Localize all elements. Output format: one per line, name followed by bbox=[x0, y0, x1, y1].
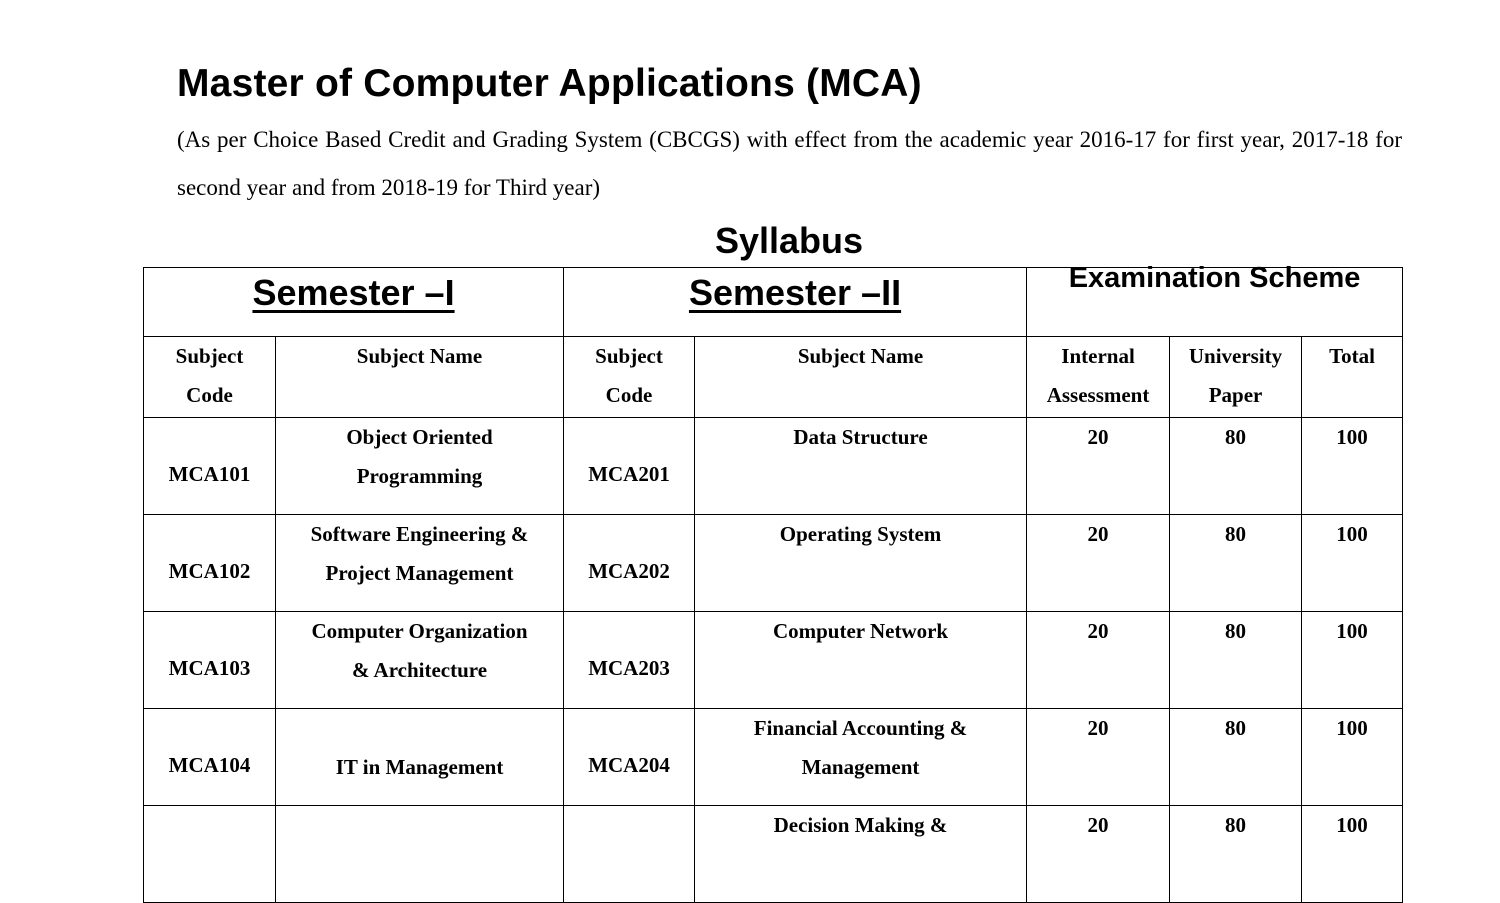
col-internal: Internal Assessment bbox=[1027, 337, 1170, 418]
sem2-name: Data Structure bbox=[695, 418, 1027, 515]
internal-marks: 20 bbox=[1027, 515, 1170, 612]
sem1-name bbox=[276, 806, 564, 903]
university-marks: 80 bbox=[1170, 418, 1302, 515]
table-row bbox=[144, 515, 1403, 612]
section-heading: Syllabus bbox=[714, 220, 864, 261]
table-row bbox=[144, 418, 1403, 515]
sem2-code: MCA202 bbox=[564, 515, 695, 612]
total-marks: 100 bbox=[1302, 709, 1403, 806]
sem2-name: Financial Accounting & Management bbox=[695, 709, 1027, 806]
sem1-code: MCA101 bbox=[144, 418, 276, 515]
semester-2-header bbox=[564, 268, 1027, 337]
sem1-code: MCA104 bbox=[144, 709, 276, 806]
document-title: Master of Computer Applications (MCA) bbox=[177, 62, 922, 105]
semester-1-header bbox=[144, 268, 564, 337]
total-marks: 100 bbox=[1302, 612, 1403, 709]
total-marks: 100 bbox=[1302, 806, 1403, 903]
col-sem2-code: Subject Code bbox=[564, 337, 695, 418]
sem1-name: Computer Organization & Architecture bbox=[276, 612, 564, 709]
total-marks: 100 bbox=[1302, 515, 1403, 612]
semester-1-label: Semester –I bbox=[252, 272, 455, 313]
university-marks: 80 bbox=[1170, 806, 1302, 903]
table-row bbox=[144, 806, 1403, 903]
internal-marks: 20 bbox=[1027, 418, 1170, 515]
sem1-code: MCA103 bbox=[144, 612, 276, 709]
group-header-row bbox=[144, 268, 1403, 337]
sem2-code: MCA201 bbox=[564, 418, 695, 515]
sem2-name: Operating System bbox=[695, 515, 1027, 612]
university-marks: 80 bbox=[1170, 515, 1302, 612]
sem2-code: MCA204 bbox=[564, 709, 695, 806]
semester-2-label: Semester –II bbox=[688, 272, 902, 313]
sem2-name: Computer Network bbox=[695, 612, 1027, 709]
syllabus-table bbox=[143, 262, 1403, 903]
col-sem1-name: Subject Name bbox=[276, 337, 564, 418]
sem2-code bbox=[564, 806, 695, 903]
document-subtitle: (As per Choice Based Credit and Grading System (CBCGS) with effect from the academic year 2016-17 for first year, 2017-18 for second year and from 2018-19 for Third year) bbox=[177, 127, 1402, 200]
table-row bbox=[144, 612, 1403, 709]
sem1-code bbox=[144, 806, 276, 903]
column-header-row bbox=[144, 337, 1403, 418]
university-marks: 80 bbox=[1170, 709, 1302, 806]
exam-scheme-header bbox=[1027, 262, 1403, 337]
sem2-code: MCA203 bbox=[564, 612, 695, 709]
col-university: University Paper bbox=[1170, 337, 1302, 418]
col-sem1-code: Subject Code bbox=[144, 337, 276, 418]
sem1-code: MCA102 bbox=[144, 515, 276, 612]
internal-marks: 20 bbox=[1027, 612, 1170, 709]
col-sem2-name: Subject Name bbox=[695, 337, 1027, 418]
internal-marks: 20 bbox=[1027, 806, 1170, 903]
sem1-name: IT in Management bbox=[276, 709, 564, 806]
sem1-name: Object Oriented Programming bbox=[276, 418, 564, 515]
university-marks: 80 bbox=[1170, 612, 1302, 709]
col-total: Total bbox=[1302, 337, 1403, 418]
total-marks: 100 bbox=[1302, 418, 1403, 515]
internal-marks: 20 bbox=[1027, 709, 1170, 806]
sem2-name: Decision Making & bbox=[695, 806, 1027, 903]
exam-scheme-label: Examination Scheme bbox=[1068, 262, 1361, 294]
table-row bbox=[144, 709, 1403, 806]
sem1-name: Software Engineering & Project Management bbox=[276, 515, 564, 612]
